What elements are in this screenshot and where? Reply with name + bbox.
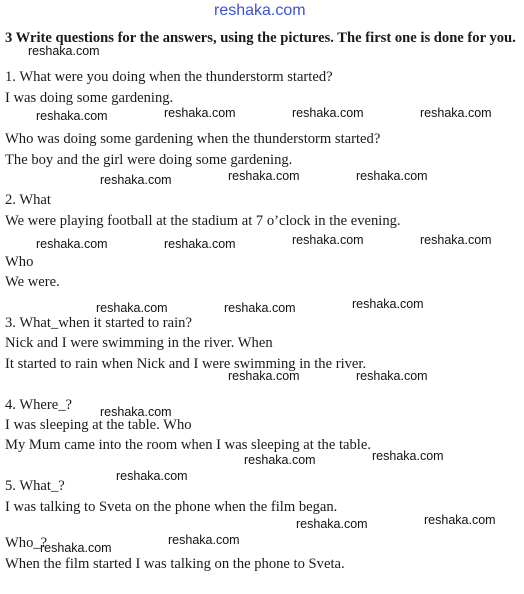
question-5: 5. What_?: [5, 478, 65, 494]
watermark: reshaka.com: [352, 297, 424, 311]
watermark: reshaka.com: [224, 301, 296, 315]
question-3: 3. What_when it started to rain?: [5, 315, 192, 331]
answer-3-b: It started to rain when Nick and I were swimming in the river.: [5, 356, 367, 372]
watermark: reshaka.com: [36, 237, 108, 251]
watermark: reshaka.com: [228, 369, 300, 383]
exercise-title: 3 Write questions for the answers, using the pictures. The first one is done for you.: [5, 30, 516, 46]
watermark: reshaka.com: [28, 44, 100, 58]
question-2: 2. What: [5, 192, 51, 208]
watermark: reshaka.com: [164, 106, 236, 120]
question-4: 4. Where_?: [5, 397, 72, 413]
watermark: reshaka.com: [292, 106, 364, 120]
watermark: reshaka.com: [100, 173, 172, 187]
watermark: reshaka.com: [168, 533, 240, 547]
watermark: reshaka.com: [164, 237, 236, 251]
answer-2-b: We were.: [5, 274, 60, 290]
watermark: reshaka.com: [356, 369, 428, 383]
watermark: reshaka.com: [96, 301, 168, 315]
watermark: reshaka.com: [356, 169, 428, 183]
watermark: reshaka.com: [228, 169, 300, 183]
question-5-b: Who_?: [5, 535, 48, 551]
answer-4-b: My Mum came into the room when I was sleeping at the table.: [5, 437, 371, 453]
answer-1: I was doing some gardening.: [5, 90, 174, 106]
watermark: reshaka.com: [116, 469, 188, 483]
watermark: reshaka.com: [100, 405, 172, 419]
watermark: reshaka.com: [296, 517, 368, 531]
watermark: reshaka.com: [424, 513, 496, 527]
watermark: reshaka.com: [420, 106, 492, 120]
watermark: reshaka.com: [244, 453, 316, 467]
watermark: reshaka.com: [36, 109, 108, 123]
answer-1-b: The boy and the girl were doing some gardening.: [5, 152, 293, 168]
watermark: reshaka.com: [292, 233, 364, 247]
answer-5: I was talking to Sveta on the phone when the film began.: [5, 499, 338, 515]
watermark: reshaka.com: [372, 449, 444, 463]
question-1: 1. What were you doing when the thunderstorm started?: [5, 69, 333, 85]
watermark: reshaka.com: [40, 541, 112, 555]
site-header[interactable]: reshaka.com: [214, 2, 306, 19]
question-1-b: Who was doing some gardening when the thunderstorm started?: [5, 131, 381, 147]
answer-3: Nick and I were swimming in the river. When: [5, 335, 273, 351]
answer-2: We were playing football at the stadium at 7 o’clock in the evening.: [5, 213, 401, 229]
answer-4: I was sleeping at the table. Who: [5, 417, 192, 433]
watermark: reshaka.com: [420, 233, 492, 247]
question-2-b: Who: [5, 254, 34, 270]
answer-5-b: When the film started I was talking on the phone to Sveta.: [5, 556, 345, 572]
